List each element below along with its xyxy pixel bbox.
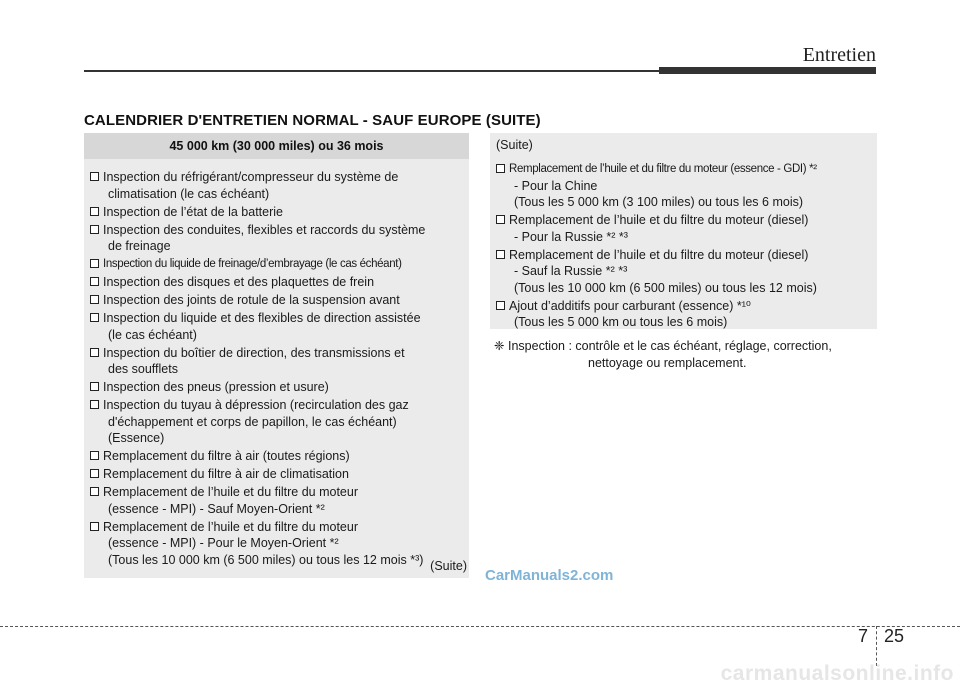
- checkbox-icon: [90, 172, 99, 181]
- list-item: Ajout d’additifs pour carburant (essence) *¹⁰ (Tous les 5 000 km ou tous les 6 mois): [496, 298, 874, 331]
- list-item: Inspection des disques et des plaquettes de frein: [90, 274, 466, 291]
- list-item: Remplacement de l’huile et du filtre du moteur (diesel) - Sauf la Russie *² *³ (Tous les 10 000 km (6 500 miles) ou tous les 12 mois): [496, 247, 874, 297]
- list-item: Inspection des joints de rotule de la suspension avant: [90, 292, 466, 309]
- list-item: Inspection des pneus (pression et usure): [90, 379, 466, 396]
- list-item: Remplacement de l’huile et du filtre du moteur (essence - MPI) - Pour le Moyen-Orient *² (Tous les 10 000 km (6 500 miles) ou tous les 12 mois *³): [90, 519, 466, 569]
- checkbox-icon: [496, 215, 505, 224]
- chapter-number: 7: [858, 626, 869, 646]
- checkbox-icon: [90, 225, 99, 234]
- page-separator: [876, 626, 877, 666]
- checkbox-icon: [496, 301, 505, 310]
- list-item: Inspection du liquide et des flexibles de direction assistée (le cas échéant): [90, 310, 466, 343]
- checkbox-icon: [90, 259, 99, 268]
- maintenance-list-left: [90, 169, 466, 570]
- page-number: 25: [884, 626, 905, 646]
- list-item: Remplacement du filtre à air (toutes régions): [90, 448, 466, 465]
- checkbox-icon: [90, 451, 99, 460]
- checkbox-icon: [90, 207, 99, 216]
- footer-watermark: carmanualsonline.info: [720, 662, 954, 685]
- list-item: Inspection du boîtier de direction, des transmissions et des soufflets: [90, 345, 466, 378]
- checkbox-icon: [496, 250, 505, 259]
- checkbox-icon: [90, 313, 99, 322]
- note-line-2: nettoyage ou remplacement.: [588, 356, 747, 370]
- checkbox-icon: [496, 164, 505, 173]
- list-item: Inspection du liquide de freinage/d’embrayage (le cas échéant): [90, 256, 466, 273]
- section-title: CALENDRIER D'ENTRETIEN NORMAL - SAUF EUROPE (SUITE): [84, 112, 541, 129]
- footer-rule: [0, 626, 960, 627]
- maintenance-panel-right: [490, 133, 877, 329]
- chapter-title: Entretien: [802, 44, 876, 66]
- list-item: Remplacement de l’huile et du filtre du moteur (essence - GDI) *² - Pour la Chine (Tous les 5 000 km (3 100 miles) ou tous les 6 mois): [496, 161, 874, 211]
- list-item: Inspection du tuyau à dépression (recirculation des gaz d'échappement et corps de papillon, le cas échéant) (Essence): [90, 397, 466, 447]
- list-item: Inspection du réfrigérant/compresseur du système de climatisation (le cas échéant): [90, 169, 466, 202]
- asterism-icon: ❈: [494, 339, 505, 353]
- maintenance-list-right: [496, 161, 874, 332]
- checkbox-icon: [90, 469, 99, 478]
- list-item: Inspection des conduites, flexibles et raccords du système de freinage: [90, 222, 466, 255]
- checkbox-icon: [90, 522, 99, 531]
- checkbox-icon: [90, 487, 99, 496]
- continued-label: (Suite): [430, 559, 467, 573]
- checkbox-icon: [90, 382, 99, 391]
- maintenance-panel-left: [84, 133, 469, 578]
- continued-label: (Suite): [496, 138, 533, 152]
- list-item: Remplacement du filtre à air de climatisation: [90, 466, 466, 483]
- inspection-note: [494, 338, 878, 372]
- checkbox-icon: [90, 277, 99, 286]
- checkbox-icon: [90, 400, 99, 409]
- note-line-1: Inspection : contrôle et le cas échéant, réglage, correction,: [508, 339, 832, 353]
- list-item: Remplacement de l’huile et du filtre du moteur (essence - MPI) - Sauf Moyen-Orient *²: [90, 484, 466, 517]
- list-item: Inspection de l’état de la batterie: [90, 204, 466, 221]
- checkbox-icon: [90, 295, 99, 304]
- watermark-link[interactable]: CarManuals2.com: [485, 567, 614, 584]
- panel-heading: 45 000 km (30 000 miles) ou 36 mois: [84, 133, 469, 159]
- header-bar: [659, 67, 876, 74]
- checkbox-icon: [90, 348, 99, 357]
- list-item: Remplacement de l’huile et du filtre du moteur (diesel) - Pour la Russie *² *³: [496, 212, 874, 245]
- header-rule: [84, 70, 659, 72]
